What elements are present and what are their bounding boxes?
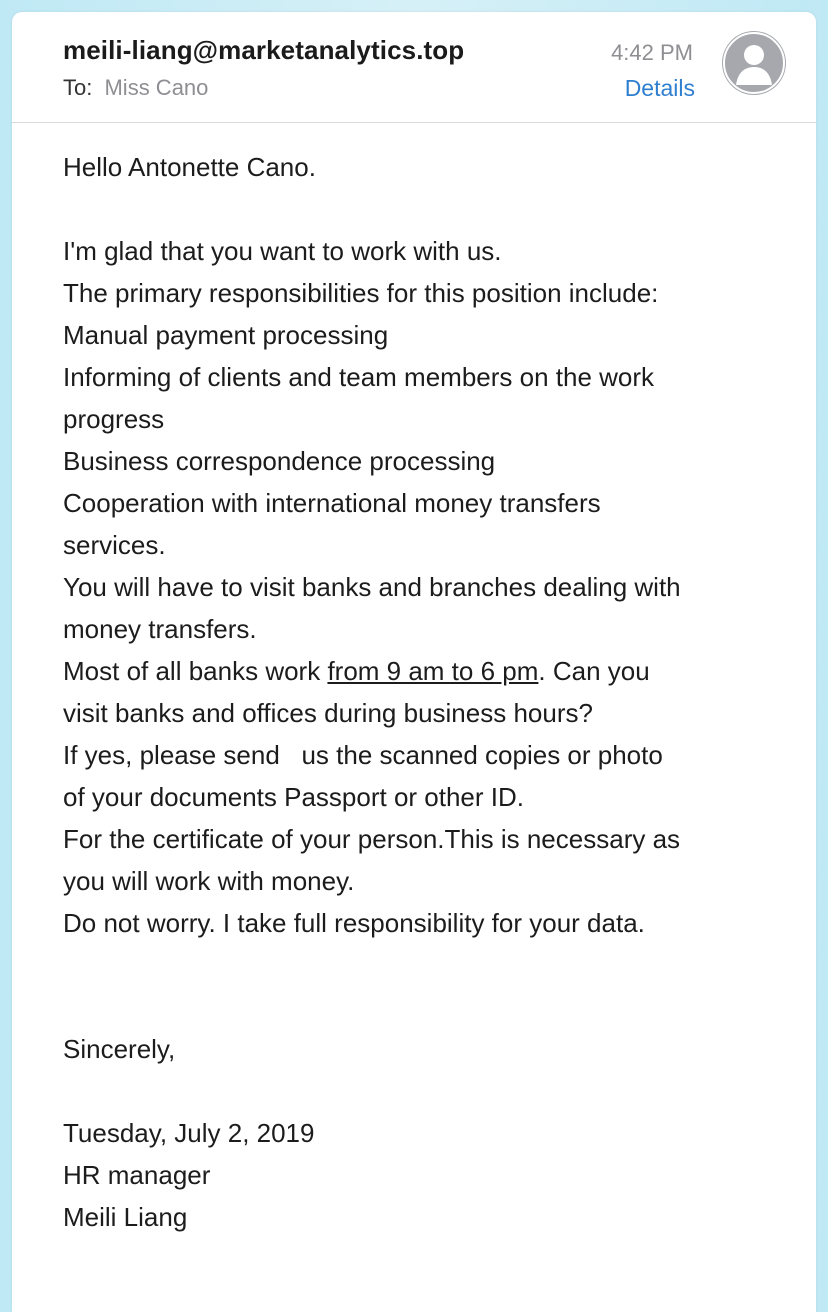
body-line: you will work with money. — [63, 866, 355, 896]
sender-address[interactable]: meili-liang@marketanalytics.top — [63, 35, 465, 65]
email-card — [12, 12, 816, 1312]
body-line-hours — [63, 650, 783, 692]
greeting-line: Hello Antonette Cano. — [63, 152, 316, 182]
role-line: HR manager — [63, 1160, 211, 1190]
recipient-row — [63, 75, 208, 101]
body-line: I'm glad that you want to work with us. — [63, 236, 502, 266]
email-header — [12, 12, 816, 123]
hours-link[interactable]: from 9 am to 6 pm — [327, 656, 539, 686]
body-line: services. — [63, 530, 166, 560]
body-line: Informing of clients and team members on the work — [63, 362, 655, 392]
hours-suffix: . Can you — [538, 656, 650, 686]
blank-line — [63, 188, 783, 230]
to-label: To: — [63, 75, 93, 100]
body-line: For the certificate of your person.This is necessary as — [63, 824, 681, 854]
closing-line: Sincerely, — [63, 1034, 176, 1064]
body-line: progress — [63, 404, 165, 434]
body-line: Manual payment processing — [63, 320, 389, 350]
blank-line — [63, 944, 783, 986]
body-line: Cooperation with international money transfers — [63, 488, 601, 518]
details-link[interactable]: Details — [624, 75, 695, 101]
body-line: Business correspondence processing — [63, 446, 496, 476]
hours-prefix: Most of all banks work — [63, 656, 328, 686]
body-line: If yes, please send us the scanned copies or photo — [63, 740, 663, 770]
body-line: of your documents Passport or other ID. — [63, 782, 524, 812]
email-time: 4:42 PM — [611, 40, 693, 65]
body-line: money transfers. — [63, 614, 257, 644]
email-body — [63, 146, 783, 1238]
person-silhouette-icon — [722, 31, 786, 95]
person-avatar-icon[interactable] — [722, 31, 786, 95]
signer-line: Meili Liang — [63, 1202, 188, 1232]
recipient-name[interactable]: Miss Cano — [104, 75, 209, 100]
blank-line — [63, 1070, 783, 1112]
body-line: You will have to visit banks and branches dealing with — [63, 572, 681, 602]
body-line: Do not worry. I take full responsibility for your data. — [63, 908, 645, 938]
body-line: visit banks and offices during business hours? — [63, 698, 593, 728]
blank-line — [63, 986, 783, 1028]
body-line: The primary responsibilities for this position include: — [63, 278, 659, 308]
date-line: Tuesday, July 2, 2019 — [63, 1118, 315, 1148]
